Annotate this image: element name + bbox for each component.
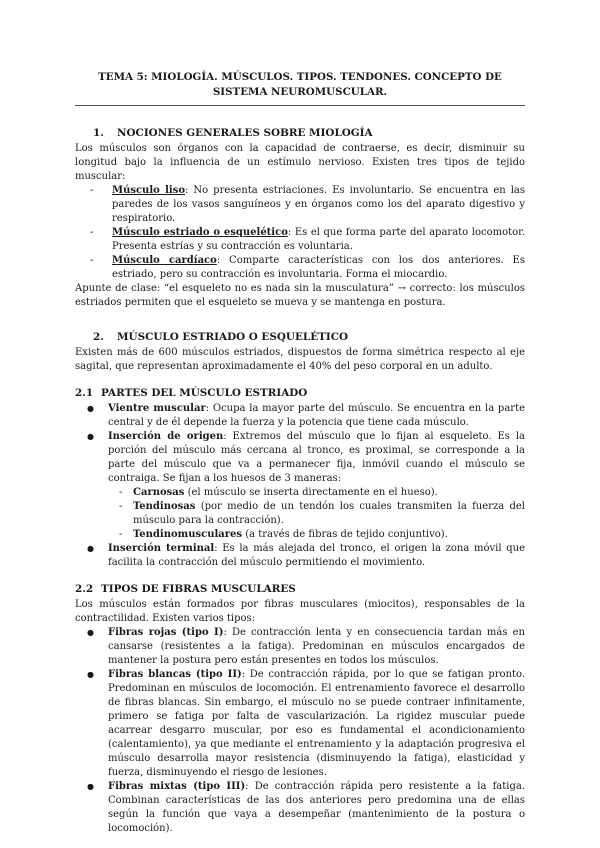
fiber-types-list xyxy=(75,626,525,836)
definition: : Extremos del músculo que lo fijan al esqueleto. Es la porción del músculo más cercana al tronco, es proximal, se corresponde a la parte del músculo que va a permanecer fija, inmóvil cuando el músculo se contraiga. Se fijan a los huesos de 3 maneras: xyxy=(108,431,526,484)
list-item xyxy=(75,402,525,430)
term: Vientre muscular xyxy=(108,403,206,414)
section-2-intro: Existen más de 600 músculos estriados, dispuestos de forma simétrica respecto al eje sagital, que representan aproximadamente el 40% del peso corporal en un adulto. xyxy=(75,347,525,372)
list-item xyxy=(75,528,525,542)
title-divider xyxy=(75,105,525,106)
section-2-heading xyxy=(93,330,525,344)
definition: : Ocupa la mayor parte del músculo. Se encuentra en la parte central y de él depende la fuerza y la potencia que tiene cada músculo. xyxy=(108,403,526,428)
term: Inserción de origen xyxy=(108,431,224,442)
section-number: 2.2 xyxy=(75,583,94,595)
section-1-intro: Los músculos son órganos con la capacidad de contraerse, es decir, disminuir su longitud bajo la influencia de un estímulo nervioso. Existen tres tipos de tejido muscular: xyxy=(75,143,525,182)
list-item xyxy=(75,542,525,570)
definition: : De contracción lenta y en consecuencia tardan más en cansarse (resistentes a la fatiga). Predominan en músculos encargados de mantener la postura pero están presentes en todos los músculos. xyxy=(108,627,525,666)
term: Inserción terminal xyxy=(108,543,215,554)
section-1-heading xyxy=(93,126,525,140)
list-item xyxy=(75,430,525,486)
definition: : Comparte características con los dos anteriores. Es estriado, pero su contracción es involuntaria. Forma el miocardio. xyxy=(112,255,525,280)
definition: : Es el que forma parte del aparato locomotor. Presenta estrías y su contracción es voluntaria. xyxy=(112,227,526,252)
definition: : Es la más alejada del tronco, el origen la zona móvil que facilita la contracción del músculo permitiendo el movimiento. xyxy=(108,543,525,568)
section-number: 2. xyxy=(93,331,104,343)
list-item xyxy=(75,184,525,226)
section-title: MÚSCULO ESTRIADO O ESQUELÉTICO xyxy=(117,331,349,343)
document-page xyxy=(75,70,525,836)
section-title: NOCIONES GENERALES SOBRE MIOLOGÍA xyxy=(117,127,373,139)
insertion-types-list xyxy=(75,486,525,542)
term: Músculo estriado o esquelético xyxy=(112,227,288,238)
term: Tendinomusculares xyxy=(133,529,243,540)
definition: : De contracción rápida pero resistente a la fatiga. Combinan características de las dos anteriores pero predomina una de ellas según la función que vaya a desempeñar (mantenimiento de la postura o locomoción). xyxy=(108,781,526,834)
list-item xyxy=(75,780,525,836)
term: Fibras mixtas (tipo III) xyxy=(108,781,246,792)
muscle-parts-list-continued xyxy=(75,542,525,570)
definition: (a través de fibras de tejido conjuntivo). xyxy=(242,529,448,540)
section-2-2-heading xyxy=(75,582,525,596)
term: Carnosas xyxy=(133,487,185,498)
list-item xyxy=(75,626,525,668)
term: Tendinosas xyxy=(133,501,196,512)
section-2-2-intro: Los músculos están formados por fibras musculares (miocitos), responsables de la contractilidad. Existen varios tipos: xyxy=(75,599,525,624)
term: Fibras rojas (tipo I) xyxy=(108,627,224,638)
definition: : De contracción rápida, por lo que se fatigan pronto. Predominan en músculos de locomoción. El entrenamiento favorece el desarrollo de fibras blancas. Sin embargo, el músculo no se puede contraer infinitamente, primero se fatiga por falta de vascularización. La rigidez muscular puede acarrear desgarro muscular, por eso es fundamental el acondicionamiento (calentamiento), ya que mediante el entrenamiento y la adaptación progresiva el músculo desarrolla mayor resistencia (disminuyendo la fatiga), elasticidad y fuerza, disminuyendo el riesgo de lesiones. xyxy=(108,669,526,778)
section-2-1-heading xyxy=(75,386,525,400)
list-item xyxy=(75,254,525,282)
muscle-parts-list xyxy=(75,402,525,486)
term: Fibras blancas (tipo II) xyxy=(108,669,242,680)
term: Músculo cardíaco xyxy=(112,255,217,266)
list-item xyxy=(75,500,525,528)
term: Músculo liso xyxy=(112,185,186,196)
list-item xyxy=(75,226,525,254)
section-number: 1. xyxy=(93,127,104,139)
section-title: TIPOS DE FIBRAS MUSCULARES xyxy=(101,583,296,595)
list-item xyxy=(75,486,525,500)
class-note: Apunte de clase: “el esqueleto no es nada sin la musculatura” → correcto: los músculos estriados permiten que el esqueleto se mueva y se mantenga en postura. xyxy=(75,283,525,308)
definition: (el músculo se inserta directamente en el hueso). xyxy=(184,487,438,498)
definition: (por medio de un tendón los cuales transmiten la fuerza del músculo para la contracción). xyxy=(133,501,525,526)
muscle-types-list xyxy=(75,184,525,282)
definition: : No presenta estriaciones. Es involuntario. Se encuentra en las paredes de los vasos sanguíneos y en órganos como los del aparato digestivo y respiratorio. xyxy=(112,185,525,224)
section-title: PARTES DEL MÚSCULO ESTRIADO xyxy=(101,387,308,399)
document-title: TEMA 5: MIOLOGÍA. MÚSCULOS. TIPOS. TENDONES. CONCEPTO DE SISTEMA NEUROMUSCULAR. xyxy=(98,71,502,98)
list-item xyxy=(75,668,525,780)
section-number: 2.1 xyxy=(75,387,94,399)
